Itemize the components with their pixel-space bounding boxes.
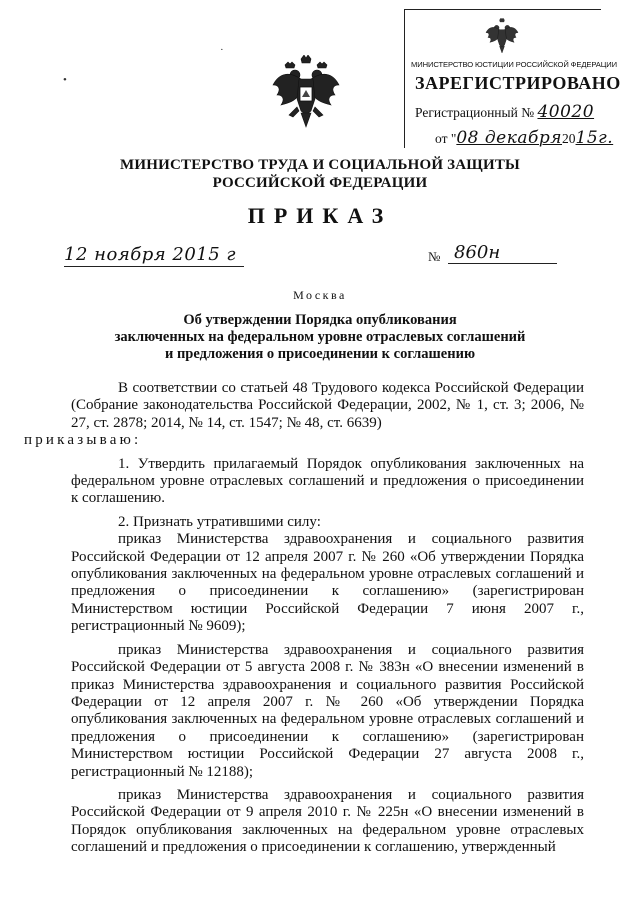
stamp-date-row (435, 128, 613, 148)
document-body (24, 380, 584, 857)
registration-stamp (404, 9, 621, 148)
stamp-date-year: 15г. (575, 128, 614, 148)
repealed-order-2: приказ Министерства здравоохранения и социального развития Российской Федерации от 5 августа 2008 г. № 383н «О внесении изменений в приказ Министерства здравоохранения и социального развития Российской Федерации от 12 апреля 2007 г. № 260 «Об утверждении Порядка опубликования заключенных на федеральном уровне отраслевых соглашений и предложения о присоединении к соглашению» (зарегистрирован Министерством юстиции Российской Федерации 27 августа 2008 г., регистрационный № 12188); (71, 641, 584, 780)
stamp-date-prefix: от " (435, 131, 457, 146)
city: Москва (293, 288, 347, 302)
stamp-reg-number: 40020 (537, 102, 595, 122)
order-number-label: № (428, 249, 441, 264)
stamp-registered-label: ЗАРЕГИСТРИРОВАНО (415, 73, 621, 93)
scan-mark: · (220, 44, 224, 56)
title-line-2: заключенных на федеральном уровне отраслевых соглашений (114, 329, 526, 345)
document-type: ПРИКАЗ (247, 203, 393, 228)
item-2: 2. Признать утратившими силу: (118, 513, 321, 530)
order-date: 12 ноября 2015 г (64, 244, 244, 267)
stamp-date-day-month: 08 декабря (456, 128, 563, 148)
document-title (100, 312, 540, 363)
ministry-line-1: МИНИСТЕРСТВО ТРУДА И СОЦИАЛЬНОЙ ЗАЩИТЫ (120, 157, 520, 173)
orders-word: приказываю: (24, 432, 142, 449)
item-1: 1. Утвердить прилагаемый Порядок опубликования заключенных на федеральном уровне отраслевых соглашений и предложения о присоединении к соглашению. (71, 455, 584, 507)
stamp-date-year-prefix: 20 (562, 131, 576, 146)
stamp-coat-of-arms-icon (485, 18, 519, 54)
intro-text: В соответствии со статьей 48 Трудового кодекса Российской Федерации (Собрание законодательства Российской Федерации, 2002, № 1, ст. 3; 2006, № 27, ст. 2878; 2014, № 14, ст. 1547; № 48, ст. 6639) (71, 380, 584, 431)
intro-paragraph (24, 380, 584, 450)
title-line-3: и предложения о присоединении к соглашению (164, 346, 476, 362)
stamp-ministry-name: МИНИСТЕРСТВО ЮСТИЦИИ РОССИЙСКОЙ ФЕДЕРАЦИИ (411, 60, 617, 69)
order-number: 860н (448, 242, 557, 264)
title-line-1: Об утверждении Порядка опубликования (183, 312, 457, 328)
scan-mark: • (63, 74, 67, 86)
ministry-heading (0, 156, 640, 192)
stamp-registration-row (415, 102, 594, 122)
repealed-order-3: приказ Министерства здравоохранения и социального развития Российской Федерации от 9 апреля 2010 г. № 225н «О внесении изменений в Порядок опубликования заключенных на федеральном уровне отраслевых соглашений и предложения о присоединении к соглашению, утвержденный (71, 786, 584, 856)
repealed-order-1: приказ Министерства здравоохранения и социального развития Российской Федерации от 12 апреля 2007 г. № 260 «Об утверждении Порядка опубликования заключенных на федеральном уровне отраслевых соглашений и предложения о присоединении к соглашению» (зарегистрирован Министерством юстиции Российской Федерации 7 июня 2007 г., регистрационный № 9609); (71, 531, 584, 635)
coat-of-arms-icon (271, 55, 341, 129)
ministry-line-2: РОССИЙСКОЙ ФЕДЕРАЦИИ (212, 175, 428, 191)
stamp-reg-label: Регистрационный № (415, 105, 535, 120)
